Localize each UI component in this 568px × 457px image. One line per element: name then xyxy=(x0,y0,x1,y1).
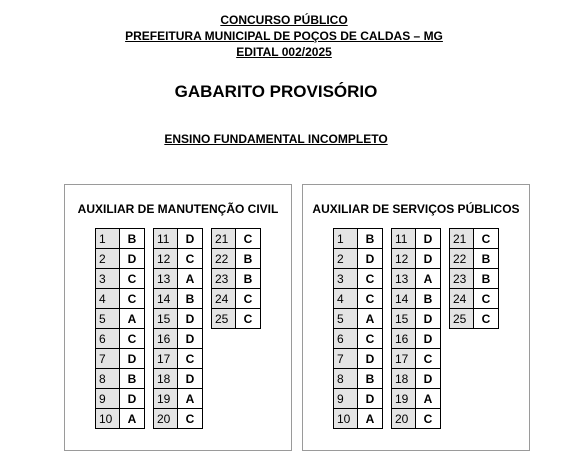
answer-letter: D xyxy=(416,249,441,269)
question-number: 2 xyxy=(96,249,120,269)
question-number: 7 xyxy=(334,349,358,369)
answer-row xyxy=(392,349,441,369)
answer-letter: C xyxy=(120,269,145,289)
answer-row xyxy=(212,249,261,269)
answer-row xyxy=(96,269,145,289)
question-number: 1 xyxy=(334,229,358,249)
answer-row xyxy=(154,229,203,249)
answer-row xyxy=(334,409,383,429)
answer-row xyxy=(154,329,203,349)
answer-panel-servicos-publicos xyxy=(302,184,530,451)
question-number: 10 xyxy=(334,409,358,429)
answer-row xyxy=(334,389,383,409)
answer-letter: A xyxy=(416,269,441,289)
question-number: 12 xyxy=(154,249,178,269)
answer-letter: D xyxy=(120,249,145,269)
question-number: 5 xyxy=(334,309,358,329)
answer-letter: B xyxy=(178,289,203,309)
answer-letter: C xyxy=(120,289,145,309)
contest-header xyxy=(0,12,568,28)
answer-column-3 xyxy=(211,228,261,329)
answer-row xyxy=(96,309,145,329)
question-number: 10 xyxy=(96,409,120,429)
answer-letter: B xyxy=(474,269,499,289)
answer-column-2 xyxy=(153,228,203,429)
answer-letter: C xyxy=(416,409,441,429)
answer-letter: D xyxy=(178,329,203,349)
edital-label: EDITAL 002/2025 xyxy=(236,45,332,59)
answer-letter: D xyxy=(416,329,441,349)
answer-letter: D xyxy=(416,229,441,249)
question-number: 20 xyxy=(392,409,416,429)
answer-row xyxy=(96,229,145,249)
education-level-heading: ENSINO FUNDAMENTAL INCOMPLETO xyxy=(164,132,388,146)
question-number: 25 xyxy=(450,309,474,329)
question-number: 18 xyxy=(392,369,416,389)
answer-row xyxy=(334,349,383,369)
answer-row xyxy=(212,289,261,309)
answer-letter: A xyxy=(120,409,145,429)
answer-letter: C xyxy=(236,309,261,329)
answer-letter: B xyxy=(358,229,383,249)
question-number: 18 xyxy=(154,369,178,389)
question-number: 1 xyxy=(96,229,120,249)
answer-letter: D xyxy=(358,249,383,269)
question-number: 25 xyxy=(212,309,236,329)
answer-letter: C xyxy=(236,289,261,309)
answer-row xyxy=(154,269,203,289)
question-number: 22 xyxy=(450,249,474,269)
answer-row xyxy=(334,229,383,249)
question-number: 6 xyxy=(96,329,120,349)
answer-row xyxy=(96,249,145,269)
panel-title: AUXILIAR DE MANUTENÇÃO CIVIL xyxy=(77,202,279,216)
answer-column-1 xyxy=(333,228,383,429)
answer-letter: A xyxy=(358,309,383,329)
answer-letter: D xyxy=(416,309,441,329)
answer-row xyxy=(392,369,441,389)
question-number: 13 xyxy=(392,269,416,289)
question-number: 12 xyxy=(392,249,416,269)
answer-letter: C xyxy=(236,229,261,249)
answer-column-1 xyxy=(95,228,145,429)
answer-letter: A xyxy=(178,389,203,409)
question-number: 5 xyxy=(96,309,120,329)
answer-letter: B xyxy=(236,269,261,289)
panel-title: AUXILIAR DE SERVIÇOS PÚBLICOS xyxy=(312,202,520,216)
answer-row xyxy=(392,269,441,289)
question-number: 9 xyxy=(334,389,358,409)
answer-row xyxy=(392,409,441,429)
answer-row xyxy=(96,329,145,349)
question-number: 16 xyxy=(392,329,416,349)
question-number: 15 xyxy=(154,309,178,329)
question-number: 9 xyxy=(96,389,120,409)
answer-column-3 xyxy=(449,228,499,329)
answer-row xyxy=(96,289,145,309)
answer-letter: D xyxy=(120,389,145,409)
answer-letter: D xyxy=(178,309,203,329)
answer-row xyxy=(154,369,203,389)
answer-row xyxy=(450,309,499,329)
question-number: 3 xyxy=(96,269,120,289)
answer-letter: B xyxy=(416,289,441,309)
question-number: 14 xyxy=(392,289,416,309)
answer-column-2 xyxy=(391,228,441,429)
contest-label: CONCURSO PÚBLICO xyxy=(220,13,348,27)
answer-letter: C xyxy=(358,289,383,309)
question-number: 19 xyxy=(154,389,178,409)
answer-letter: D xyxy=(358,349,383,369)
question-number: 8 xyxy=(96,369,120,389)
question-number: 24 xyxy=(212,289,236,309)
answer-letter: A xyxy=(178,269,203,289)
edital-header xyxy=(0,44,568,60)
answer-letter: D xyxy=(178,229,203,249)
question-number: 17 xyxy=(392,349,416,369)
question-number: 7 xyxy=(96,349,120,369)
answer-letter: D xyxy=(178,369,203,389)
answer-letter: B xyxy=(236,249,261,269)
page-title: GABARITO PROVISÓRIO xyxy=(174,82,378,101)
answer-row xyxy=(334,249,383,269)
answer-row xyxy=(154,249,203,269)
answer-row xyxy=(212,309,261,329)
answer-letter: D xyxy=(416,369,441,389)
question-number: 20 xyxy=(154,409,178,429)
question-number: 21 xyxy=(212,229,236,249)
answer-row xyxy=(392,249,441,269)
answer-row xyxy=(96,369,145,389)
answer-panel-manutencao-civil xyxy=(64,184,292,451)
answer-letter: C xyxy=(358,269,383,289)
organization-label: PREFEITURA MUNICIPAL DE POÇOS DE CALDAS – MG xyxy=(125,29,443,43)
answer-row xyxy=(392,309,441,329)
answer-letter: C xyxy=(474,309,499,329)
answer-letter: C xyxy=(474,229,499,249)
answer-letter: A xyxy=(120,309,145,329)
answer-row xyxy=(334,269,383,289)
answer-letter: B xyxy=(120,229,145,249)
organization-header xyxy=(0,28,568,44)
question-number: 15 xyxy=(392,309,416,329)
answer-letter: C xyxy=(358,329,383,349)
question-number: 4 xyxy=(96,289,120,309)
answer-row xyxy=(96,349,145,369)
answer-row xyxy=(392,229,441,249)
answer-letter: C xyxy=(120,329,145,349)
answer-row xyxy=(450,269,499,289)
question-number: 3 xyxy=(334,269,358,289)
answer-row xyxy=(154,349,203,369)
answer-letter: B xyxy=(474,249,499,269)
answer-row xyxy=(212,229,261,249)
answer-letter: C xyxy=(178,249,203,269)
answer-letter: C xyxy=(178,409,203,429)
answer-row xyxy=(334,289,383,309)
answer-row xyxy=(392,289,441,309)
answer-row xyxy=(392,329,441,349)
answer-row xyxy=(334,329,383,349)
answer-letter: B xyxy=(358,369,383,389)
answer-row xyxy=(212,269,261,289)
answer-row xyxy=(154,389,203,409)
question-number: 17 xyxy=(154,349,178,369)
question-number: 11 xyxy=(154,229,178,249)
question-number: 22 xyxy=(212,249,236,269)
question-number: 23 xyxy=(450,269,474,289)
answer-letter: C xyxy=(178,349,203,369)
question-number: 14 xyxy=(154,289,178,309)
question-number: 16 xyxy=(154,329,178,349)
answer-row xyxy=(154,409,203,429)
question-number: 11 xyxy=(392,229,416,249)
answer-letter: D xyxy=(120,349,145,369)
answer-row xyxy=(450,289,499,309)
question-number: 19 xyxy=(392,389,416,409)
answer-letter: A xyxy=(416,389,441,409)
answer-row xyxy=(450,229,499,249)
answer-letter: A xyxy=(358,409,383,429)
question-number: 13 xyxy=(154,269,178,289)
question-number: 2 xyxy=(334,249,358,269)
answer-row xyxy=(154,309,203,329)
answer-letter: B xyxy=(120,369,145,389)
answer-letter: C xyxy=(474,289,499,309)
question-number: 8 xyxy=(334,369,358,389)
question-number: 24 xyxy=(450,289,474,309)
answer-row xyxy=(334,309,383,329)
answer-row xyxy=(96,409,145,429)
question-number: 23 xyxy=(212,269,236,289)
answer-row xyxy=(450,249,499,269)
answer-row xyxy=(96,389,145,409)
question-number: 6 xyxy=(334,329,358,349)
answer-row xyxy=(334,369,383,389)
answer-row xyxy=(154,289,203,309)
question-number: 4 xyxy=(334,289,358,309)
answer-letter: C xyxy=(416,349,441,369)
answer-row xyxy=(392,389,441,409)
answer-letter: D xyxy=(358,389,383,409)
question-number: 21 xyxy=(450,229,474,249)
